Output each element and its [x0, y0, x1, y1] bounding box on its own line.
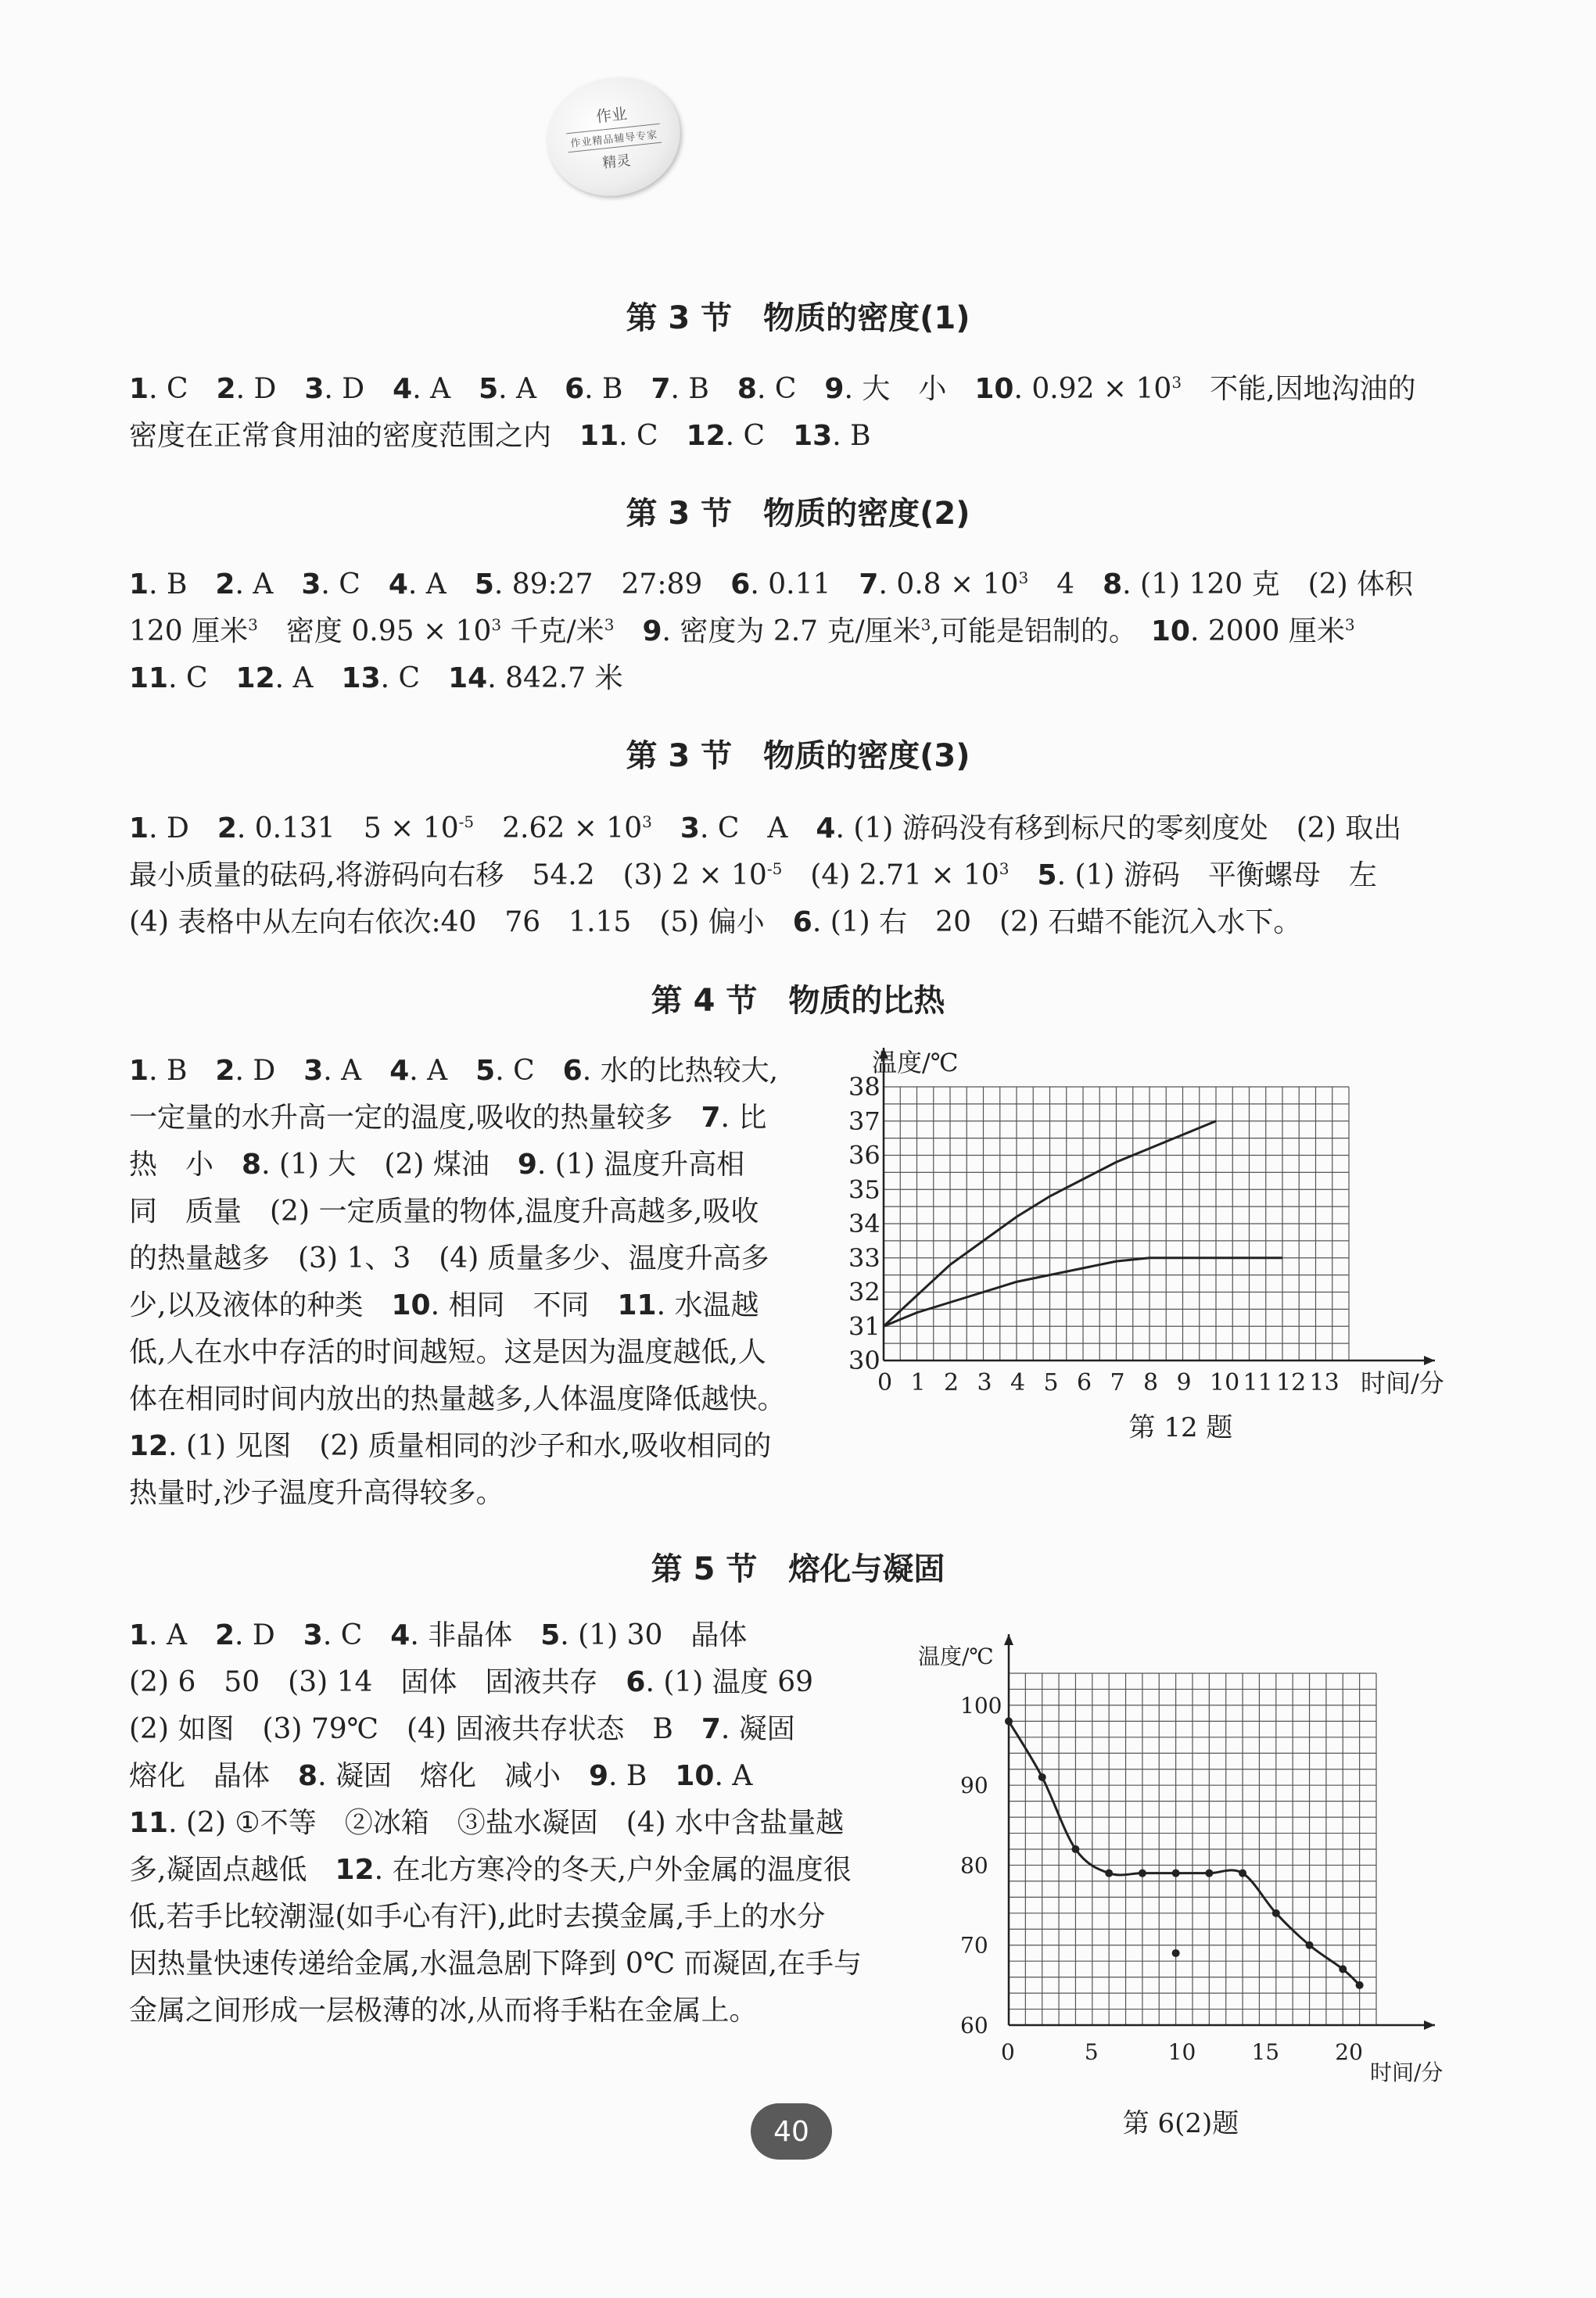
stamp-line-3: 精灵 [601, 152, 632, 172]
data-point [1038, 1773, 1046, 1781]
x-tick-label: 10 [1167, 2039, 1196, 2065]
data-point [1071, 1845, 1079, 1853]
x-tick-label: 15 [1251, 2039, 1280, 2065]
stamp-line-2: 作业精品辅导专家 [566, 124, 662, 152]
x-tick-label: 6 [1077, 1369, 1092, 1396]
y-tick-label: 32 [848, 1277, 880, 1307]
specific-heat-chart [829, 1040, 1470, 1447]
y-axis-label: 温度/℃ [918, 1644, 994, 1669]
publisher-stamp [542, 72, 687, 203]
x-tick-label: 10 [1210, 1369, 1240, 1396]
data-point [1139, 1870, 1146, 1877]
data-point [1356, 1981, 1364, 1989]
y-tick-label: 37 [848, 1106, 880, 1136]
x-tick-label: 13 [1309, 1369, 1340, 1396]
y-tick-label: 35 [848, 1174, 880, 1205]
data-point [1339, 1965, 1347, 1973]
answers-density-3: 1. D 2. 0.131 $5 \times 10^{-5}$ $2.62 \times 10^3$ 3. C A 4. (1) 游码没有移到标尺的零刻度处 (2) 取出 最小质量的砝码,将游码向右移 54.2 (3) $2 \times 10^{-5}$ (4) $2.71 \times 10^3$ 5. (1) 游码 平衡螺母 左 (4) 表格中从左向右依次:40 76 1.15 (5) 偏小 6. (1) 右 20 (2) 石蜡不能沉入水下。 [129, 812, 1402, 938]
x-tick-label: 4 [1010, 1369, 1026, 1396]
y-tick-label: 33 [848, 1242, 880, 1273]
y-axis-arrow [1004, 1634, 1013, 1645]
answers-melting: 1. A 2. D 3. C 4. 非晶体 5. (1) 30 晶体 (2) 6 50 (3) 14 固体 固液共存 6. (1) 温度 69 (2) 如图 (3) 79℃ (4) 固液共存状态 B 7. 凝固 熔化 晶体 8. 凝固 熔化 减小 9. B 10. A 11. (2) ①不等 ②冰箱 ③盐水凝固 (4) 水中含盐量越 多,凝固点越低 12. 在北方寒冷的冬天,户外金属的温度很 低,若手比较潮湿(如手心有汗),此时去摸金属,手上的水分 因热量快速传递给金属,水温急剧下降到 0℃ 而凝固,在手与 金属之间形成一层极薄的冰,从而将手粘在金属上。 [129, 1619, 862, 2027]
section-title-density-3: 第 3 节 物质的密度(3) [626, 738, 970, 774]
x-tick-label: 12 [1276, 1369, 1307, 1396]
y-tick-label: 34 [848, 1209, 880, 1239]
y-tick-label: 80 [960, 1852, 988, 1879]
data-point [1205, 1870, 1213, 1877]
answers-density-1: 1. C 2. D 3. D 4. A 5. A 6. B 7. B 8. C 9. 大 小 10. $0.92 \times 10^3$ 不能,因地沟油的 密度在正常食用油的密度范围之内 11. C 12. C 13. B [129, 373, 1416, 452]
x-axis-arrow [1424, 1356, 1435, 1365]
section-title-specific-heat: 第 4 节 物质的比热 [651, 983, 945, 1019]
y-tick-label: 30 [848, 1346, 880, 1375]
chart-grid [1009, 1673, 1376, 2025]
y-tick-label: 36 [848, 1140, 880, 1171]
data-point [1272, 1909, 1280, 1917]
x-axis-label: 时间/分 [1370, 2060, 1444, 2085]
section-title-melting: 第 5 节 熔化与凝固 [651, 1551, 945, 1587]
x-tick-label: 7 [1110, 1369, 1125, 1396]
chart-caption-12: 第 12 题 [1128, 1412, 1233, 1443]
chart-grid [884, 1087, 1349, 1361]
x-tick-label: 9 [1176, 1369, 1192, 1396]
y-tick-label: 38 [848, 1072, 880, 1102]
y-tick-label: 60 [960, 2013, 988, 2038]
data-point [1306, 1941, 1314, 1949]
chart-caption-6-2: 第 6(2)题 [1122, 2108, 1239, 2139]
x-tick-label: 11 [1243, 1369, 1273, 1396]
answers-density-2: 1. B 2. A 3. C 4. A 5. 89:27 27:89 6. 0.11 7. $0.8 \times 10^3$ 4 8. (1) 120 克 (2) 体积 120 厘米$^3$ 密度 $0.95 \times 10^3$ 千克/米$^3$ 9. 密度为 2.7 克/厘米$^3$,可能是铝制的。 10. 2000 厘米$^3$ 11. C 12. A 13. C 14. 842.7 米 [129, 568, 1414, 694]
data-point [1172, 1870, 1180, 1877]
x-axis-label: 时间/分 [1361, 1368, 1444, 1398]
answers-specific-heat: 1. B 2. D 3. A 4. A 5. C 6. 水的比热较大, 一定量的水升高一定的温度,吸收的热量较多 7. 比 热 小 8. (1) 大 (2) 煤油 9. (1) 温度升高相 同 质量 (2) 一定质量的物体,温度升高越多,吸收 的热量越多 (3) 1、3 (4) 质量多少、温度升高多 少,以及液体的种类 10. 相同 不同 11. 水温越 低,人在水中存活的时间越短。这是因为温度越低,人 体在相同时间内放出的热量越多,人体温度降低越快。 12. (1) 见图 (2) 质量相同的沙子和水,吸收相同的 热量时,沙子温度升高得较多。 [129, 1055, 786, 1509]
x-tick-label: 0 [1001, 2039, 1015, 2065]
x-tick-label: 5 [1043, 1369, 1059, 1396]
y-tick-label: 100 [960, 1692, 1002, 1719]
section-title-density-1: 第 3 节 物质的密度(1) [626, 300, 970, 336]
page-number: 40 [751, 2103, 832, 2160]
data-point [1105, 1870, 1113, 1877]
x-axis-arrow [1424, 2020, 1435, 2030]
x-tick-label: 8 [1143, 1369, 1159, 1396]
chart-axes [1004, 1634, 1435, 2030]
cooling-chart [907, 1619, 1470, 2088]
y-tick-label: 31 [848, 1311, 880, 1342]
x-tick-label: 5 [1084, 2039, 1099, 2065]
x-tick-label: 0 [877, 1369, 893, 1396]
section-title-density-2: 第 3 节 物质的密度(2) [626, 496, 970, 532]
x-tick-label: 2 [944, 1369, 959, 1396]
stamp-line-1: 作业 [594, 104, 629, 127]
x-tick-label: 20 [1335, 2039, 1363, 2065]
data-point [1005, 1717, 1013, 1725]
y-tick-label: 70 [960, 1932, 988, 1959]
x-tick-label: 1 [910, 1369, 926, 1396]
y-axis-label: 温度/℃ [872, 1048, 959, 1077]
data-point [1239, 1870, 1246, 1877]
outlier-point [1172, 1949, 1180, 1957]
y-tick-label: 90 [960, 1773, 988, 1799]
x-tick-label: 3 [977, 1369, 992, 1396]
